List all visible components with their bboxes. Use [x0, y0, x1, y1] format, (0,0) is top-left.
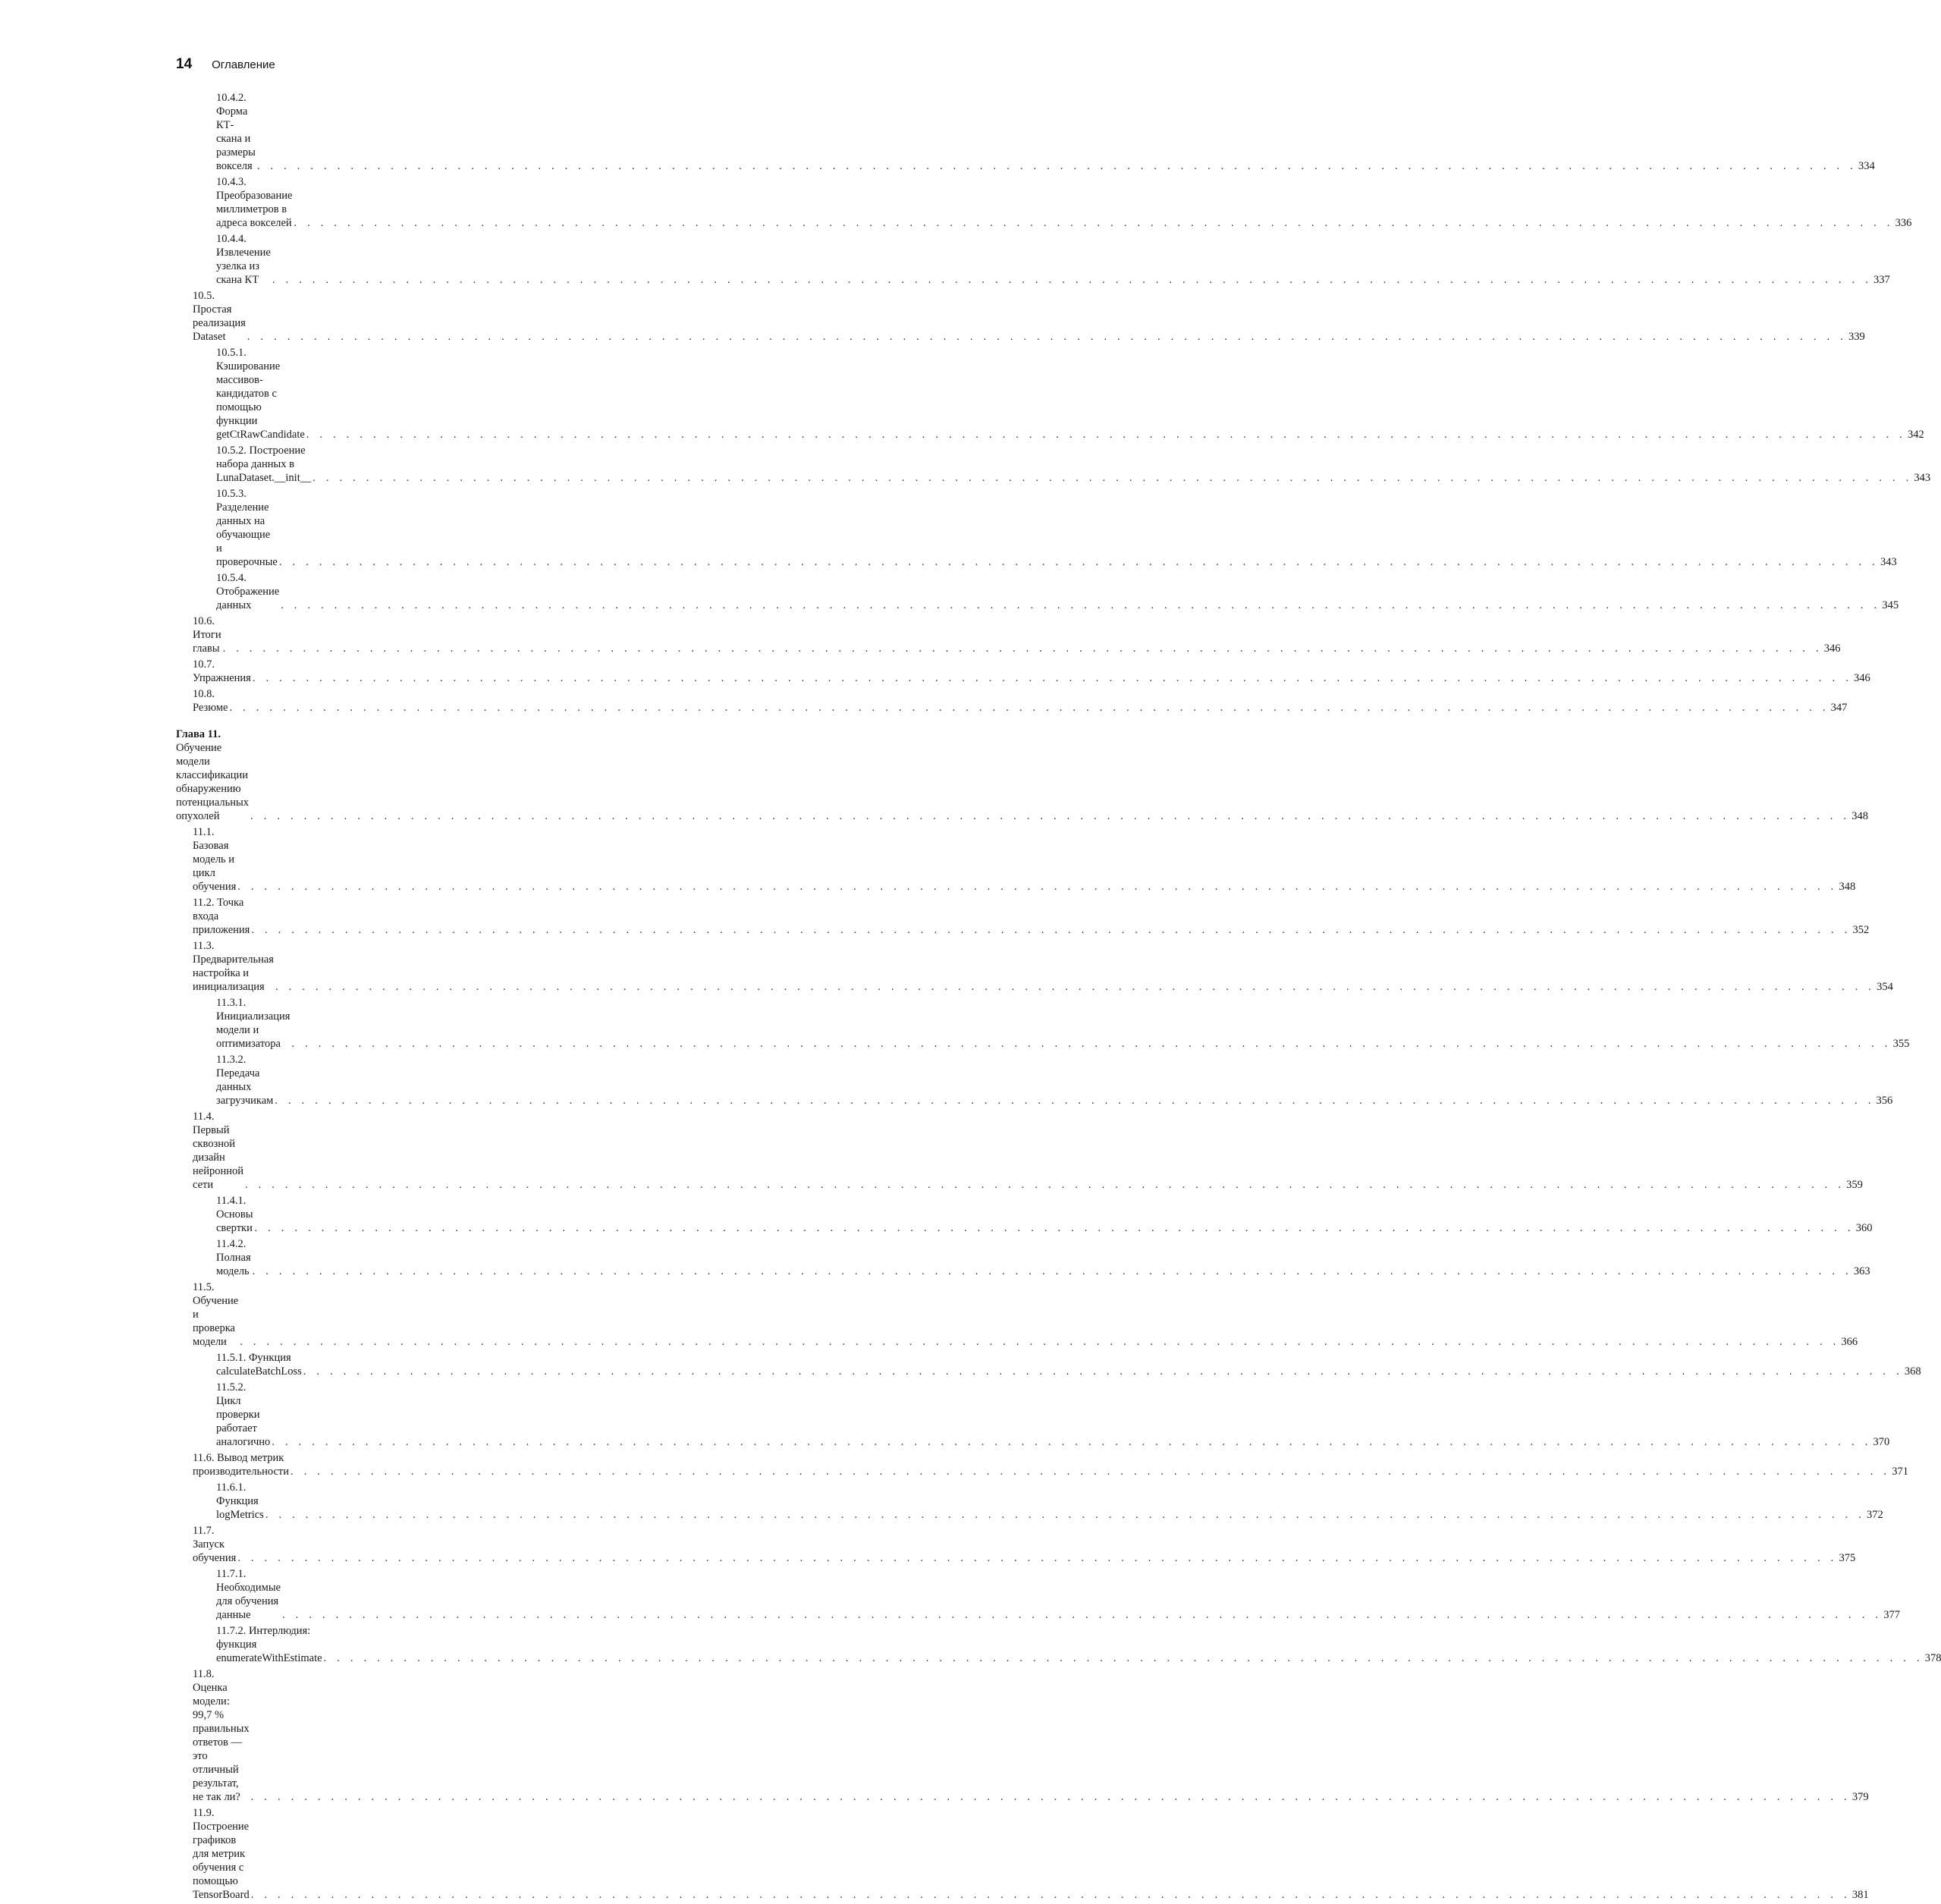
- toc-entry-text: 11.5.2. Цикл проверки работает аналогично: [216, 1381, 271, 1448]
- toc-entry-title: [193, 1667, 250, 1804]
- toc-entry-title: [176, 727, 249, 823]
- toc-entry-title: [216, 1237, 251, 1278]
- dot-leader: . . . . . . . . . . . . . . . . . . . . . . . . . . . . . . . . . . . . . . . . . . . . . . . . . . . . . . . . . . . . . . . . . . . . . . . . . . . . . . . . . . . . . . . . . . . . . . . . . . . . . . . . . . . . . . . . . . . . . . . .: [278, 556, 1879, 568]
- dot-leader: . . . . . . . . . . . . . . . . . . . . . . . . . . . . . . . . . . . . . . . . . . . . . . . . . . . . . . . . . . . . . . . . . . . . . . . . . . . . . . . . . . . . . . . . . . . . . . . . . . . . . . . . . . . . . . . . . . . . . . . .: [237, 1552, 1838, 1564]
- toc-entry-text: 10.4.4. Извлечение узелка из скана КТ: [216, 233, 271, 286]
- running-head: Оглавление: [212, 58, 275, 71]
- toc-entry: [176, 1567, 1900, 1624]
- toc-page-number: 339: [1848, 331, 1865, 343]
- toc-entry: [176, 614, 1841, 658]
- toc-entry: [176, 91, 1875, 175]
- toc-entry: [176, 1280, 1858, 1351]
- toc-entry-text: 10.5.4. Отображение данных: [216, 572, 280, 611]
- toc-entry-text: 11.7. Запуск обучения: [193, 1525, 237, 1564]
- toc-page-number: 363: [1853, 1265, 1870, 1277]
- toc-page-number: 334: [1858, 160, 1875, 172]
- toc-entry-text: 11.3.1. Инициализация модели и оптимизатора: [216, 997, 291, 1050]
- toc-entry: [176, 1053, 1893, 1110]
- toc-entry-title: [193, 1806, 250, 1902]
- toc-entry-text: Обучение модели классификации обнаружению потенциальных опухолей: [176, 742, 250, 822]
- toc-entry: [176, 444, 1931, 487]
- toc-page-number: 345: [1882, 599, 1899, 611]
- toc-page-number: 377: [1883, 1609, 1900, 1621]
- toc-entry: [176, 487, 1897, 571]
- toc-entry-title: [216, 487, 278, 569]
- toc-entry: [176, 996, 1910, 1053]
- toc-entry-title: [216, 1624, 322, 1665]
- dot-leader: . . . . . . . . . . . . . . . . . . . . . . . . . . . . . . . . . . . . . . . . . . . . . . . . . . . . . . . . . . . . . . . . . . . . . . . . . . . . . . . . . . . . . . . . . . . . . . . . . . . . . . . . . . . . . . . . . . . . . . . .: [275, 981, 1876, 993]
- dot-leader: . . . . . . . . . . . . . . . . . . . . . . . . . . . . . . . . . . . . . . . . . . . . . . . . . . . . . . . . . . . . . . . . . . . . . . . . . . . . . . . . . . . . . . . . . . . . . . . . . . . . . . . . . . . . . . . . . . . . . . . .: [275, 1095, 1875, 1107]
- toc-entry-title: [216, 1194, 253, 1235]
- toc-entry: [176, 1524, 1856, 1567]
- dot-leader: . . . . . . . . . . . . . . . . . . . . . . . . . . . . . . . . . . . . . . . . . . . . . . . . . . . . . . . . . . . . . . . . . . . . . . . . . . . . . . . . . . . . . . . . . . . . . . . . . . . . . . . . . . . . . . . . . . . . . . . .: [237, 881, 1838, 893]
- toc-entry-text: 10.5.3. Разделение данных на обучающие и проверочные: [216, 488, 278, 568]
- toc-page-number: 343: [1880, 556, 1897, 568]
- toc-entry-text: 11.1. Базовая модель и цикл обучения: [193, 826, 237, 893]
- toc-entry-title: [216, 1053, 273, 1108]
- dot-leader: . . . . . . . . . . . . . . . . . . . . . . . . . . . . . . . . . . . . . . . . . . . . . . . . . . . . . . . . . . . . . . . . . . . . . . . . . . . . . . . . . . . . . . . . . . . . . . . . . . . . . . . . . . . . . . . . . . . . . . . .: [250, 1889, 1851, 1901]
- toc-entry-text: 10.5. Простая реализация Dataset: [193, 290, 246, 343]
- toc-entry-text: 11.5.1. Функция calculateBatchLoss: [216, 1352, 302, 1378]
- toc-entry-title: [193, 687, 228, 715]
- dot-leader: . . . . . . . . . . . . . . . . . . . . . . . . . . . . . . . . . . . . . . . . . . . . . . . . . . . . . . . . . . . . . . . . . . . . . . . . . . . . . . . . . . . . . . . . . . . . . . . . . . . . . . . . . . . . . . . . . . . . . . . .: [254, 1222, 1855, 1234]
- dot-leader: . . . . . . . . . . . . . . . . . . . . . . . . . . . . . . . . . . . . . . . . . . . . . . . . . . . . . . . . . . . . . . . . . . . . . . . . . . . . . . . . . . . . . . . . . . . . . . . . . . . . . . . . . . . . . . . . . . . . . . . .: [303, 1365, 1903, 1378]
- toc-entry-text: 10.8. Резюме: [193, 688, 228, 714]
- dot-leader: . . . . . . . . . . . . . . . . . . . . . . . . . . . . . . . . . . . . . . . . . . . . . . . . . . . . . . . . . . . . . . . . . . . . . . . . . . . . . . . . . . . . . . . . . . . . . . . . . . . . . . . . . . . . . . . . . . . . . . . .: [247, 331, 1847, 343]
- toc-entry-title: [216, 1481, 264, 1522]
- chapter-label: Глава 11.: [176, 728, 221, 740]
- toc-entry: [176, 232, 1890, 289]
- toc-entry: [176, 687, 1848, 717]
- toc-entry-text: 10.4.3. Преобразование миллиметров в адреса вокселей: [216, 176, 293, 229]
- dot-leader: . . . . . . . . . . . . . . . . . . . . . . . . . . . . . . . . . . . . . . . . . . . . . . . . . . . . . . . . . . . . . . . . . . . . . . . . . . . . . . . . . . . . . . . . . . . . . . . . . . . . . . . . . . . . . . . . . . . . . . . .: [306, 429, 1906, 441]
- toc-entry: [176, 1351, 1921, 1381]
- dot-leader: . . . . . . . . . . . . . . . . . . . . . . . . . . . . . . . . . . . . . . . . . . . . . . . . . . . . . . . . . . . . . . . . . . . . . . . . . . . . . . . . . . . . . . . . . . . . . . . . . . . . . . . . . . . . . . . . . . . . . . . .: [251, 924, 1851, 936]
- toc-page-number: 355: [1892, 1038, 1910, 1050]
- dot-leader: . . . . . . . . . . . . . . . . . . . . . . . . . . . . . . . . . . . . . . . . . . . . . . . . . . . . . . . . . . . . . . . . . . . . . . . . . . . . . . . . . . . . . . . . . . . . . . . . . . . . . . . . . . . . . . . . . . . . . . . .: [250, 810, 1851, 822]
- toc-entry: [176, 896, 1870, 939]
- toc-entry-title: [193, 614, 221, 655]
- dot-leader: . . . . . . . . . . . . . . . . . . . . . . . . . . . . . . . . . . . . . . . . . . . . . . . . . . . . . . . . . . . . . . . . . . . . . . . . . . . . . . . . . . . . . . . . . . . . . . . . . . . . . . . . . . . . . . . . . . . . . . . .: [229, 702, 1830, 714]
- toc-entry-title: [193, 939, 274, 994]
- toc-chapter-entry: [176, 727, 1868, 825]
- toc-page-number: 348: [1839, 881, 1856, 893]
- toc-page-number: 343: [1914, 472, 1931, 484]
- toc-page-number: 346: [1823, 643, 1841, 655]
- toc-entry: [176, 939, 1893, 996]
- dot-leader: . . . . . . . . . . . . . . . . . . . . . . . . . . . . . . . . . . . . . . . . . . . . . . . . . . . . . . . . . . . . . . . . . . . . . . . . . . . . . . . . . . . . . . . . . . . . . . . . . . . . . . . . . . . . . . . . . . . . . . . .: [244, 1179, 1845, 1191]
- toc-entry: [176, 1806, 1869, 1904]
- toc-entry-title: [216, 571, 279, 612]
- toc-page-number: 352: [1852, 924, 1870, 936]
- toc-entry-text: 11.3. Предварительная настройка и инициализация: [193, 940, 274, 993]
- toc-entry-text: 11.9. Построение графиков для метрик обучения с помощью TensorBoard: [193, 1807, 250, 1901]
- toc-entry: [176, 289, 1865, 346]
- toc-entry-title: [216, 1381, 270, 1449]
- dot-leader: . . . . . . . . . . . . . . . . . . . . . . . . . . . . . . . . . . . . . . . . . . . . . . . . . . . . . . . . . . . . . . . . . . . . . . . . . . . . . . . . . . . . . . . . . . . . . . . . . . . . . . . . . . . . . . . . . . . . . . . .: [282, 1609, 1883, 1621]
- dot-leader: . . . . . . . . . . . . . . . . . . . . . . . . . . . . . . . . . . . . . . . . . . . . . . . . . . . . . . . . . . . . . . . . . . . . . . . . . . . . . . . . . . . . . . . . . . . . . . . . . . . . . . . . . . . . . . . . . . . . . . . .: [291, 1466, 1891, 1478]
- toc-entry: [176, 1194, 1873, 1237]
- toc-page-number: 381: [1851, 1889, 1869, 1901]
- toc-entry: [176, 346, 1924, 444]
- toc-entry: [176, 1237, 1870, 1280]
- toc-entry: [176, 175, 1912, 232]
- dot-leader: . . . . . . . . . . . . . . . . . . . . . . . . . . . . . . . . . . . . . . . . . . . . . . . . . . . . . . . . . . . . . . . . . . . . . . . . . . . . . . . . . . . . . . . . . . . . . . . . . . . . . . . . . . . . . . . . . . . . . . . .: [265, 1509, 1865, 1521]
- toc-entry-text: 11.7.1. Необходимые для обучения данные: [216, 1568, 281, 1621]
- toc-page-number: 370: [1873, 1436, 1890, 1448]
- toc-page-number: 359: [1846, 1179, 1863, 1191]
- toc-entry: [176, 825, 1856, 896]
- toc-page-number: 371: [1892, 1466, 1908, 1478]
- dot-leader: . . . . . . . . . . . . . . . . . . . . . . . . . . . . . . . . . . . . . . . . . . . . . . . . . . . . . . . . . . . . . . . . . . . . . . . . . . . . . . . . . . . . . . . . . . . . . . . . . . . . . . . . . . . . . . . . . . . . . . . .: [222, 643, 1823, 655]
- toc-entry-text: 10.7. Упражнения: [193, 658, 251, 684]
- dot-leader: . . . . . . . . . . . . . . . . . . . . . . . . . . . . . . . . . . . . . . . . . . . . . . . . . . . . . . . . . . . . . . . . . . . . . . . . . . . . . . . . . . . . . . . . . . . . . . . . . . . . . . . . . . . . . . . . . . . . . . . .: [272, 274, 1873, 286]
- toc-entry: [176, 1481, 1883, 1524]
- toc-entry: [176, 1451, 1908, 1481]
- toc-page-number: 372: [1867, 1509, 1883, 1521]
- toc-entry-text: 10.5.2. Построение набора данных в LunaDataset.__init__: [216, 445, 312, 484]
- toc-entry-title: [216, 1351, 302, 1378]
- toc-page-number: 368: [1904, 1365, 1921, 1378]
- toc-entry-text: 11.2. Точка входа приложения: [193, 897, 250, 936]
- toc-entry-text: 11.6. Вывод метрик производительности: [193, 1452, 289, 1478]
- page-number: 14: [176, 56, 193, 72]
- toc-entry-title: [216, 91, 256, 173]
- toc-entry-title: [216, 996, 290, 1051]
- dot-leader: . . . . . . . . . . . . . . . . . . . . . . . . . . . . . . . . . . . . . . . . . . . . . . . . . . . . . . . . . . . . . . . . . . . . . . . . . . . . . . . . . . . . . . . . . . . . . . . . . . . . . . . . . . . . . . . . . . . . . . . .: [313, 472, 1913, 484]
- toc-entry-title: [216, 232, 271, 287]
- dot-leader: . . . . . . . . . . . . . . . . . . . . . . . . . . . . . . . . . . . . . . . . . . . . . . . . . . . . . . . . . . . . . . . . . . . . . . . . . . . . . . . . . . . . . . . . . . . . . . . . . . . . . . . . . . . . . . . . . . . . . . . .: [256, 160, 1857, 172]
- dot-leader: . . . . . . . . . . . . . . . . . . . . . . . . . . . . . . . . . . . . . . . . . . . . . . . . . . . . . . . . . . . . . . . . . . . . . . . . . . . . . . . . . . . . . . . . . . . . . . . . . . . . . . . . . . . . . . . . . . . . . . . .: [323, 1652, 1924, 1664]
- toc-page-number: 354: [1877, 981, 1893, 993]
- toc-page-number: 360: [1855, 1222, 1873, 1234]
- toc-entry-text: 11.7.2. Интерлюдия: функция enumerateWithEstimate: [216, 1625, 322, 1664]
- toc-page-number: 375: [1839, 1552, 1856, 1564]
- toc-entry-text: 11.6.1. Функция logMetrics: [216, 1481, 264, 1521]
- toc-entry: [176, 571, 1899, 614]
- toc-entry-text: 10.5.1. Кэширование массивов-кандидатов с помощью функции getCtRawCandidate: [216, 347, 305, 441]
- toc-entry-title: [216, 175, 292, 230]
- table-of-contents: [176, 91, 1941, 1904]
- toc-page-number: 379: [1851, 1791, 1869, 1803]
- dot-leader: . . . . . . . . . . . . . . . . . . . . . . . . . . . . . . . . . . . . . . . . . . . . . . . . . . . . . . . . . . . . . . . . . . . . . . . . . . . . . . . . . . . . . . . . . . . . . . . . . . . . . . . . . . . . . . . . . . . . . . . .: [281, 599, 1881, 611]
- toc-page-number: 346: [1854, 672, 1870, 684]
- toc-entry-text: 11.4.2. Полная модель: [216, 1238, 251, 1277]
- toc-page-number: 378: [1924, 1652, 1941, 1664]
- toc-entry: [176, 1624, 1941, 1667]
- toc-entry-text: 11.4. Первый сквозной дизайн нейронной сети: [193, 1111, 243, 1191]
- dot-leader: . . . . . . . . . . . . . . . . . . . . . . . . . . . . . . . . . . . . . . . . . . . . . . . . . . . . . . . . . . . . . . . . . . . . . . . . . . . . . . . . . . . . . . . . . . . . . . . . . . . . . . . . . . . . . . . . . . . . . . . .: [252, 672, 1853, 684]
- toc-entry-title: [193, 1451, 289, 1478]
- toc-entry-text: 11.5. Обучение и проверка модели: [193, 1281, 239, 1348]
- dot-leader: . . . . . . . . . . . . . . . . . . . . . . . . . . . . . . . . . . . . . . . . . . . . . . . . . . . . . . . . . . . . . . . . . . . . . . . . . . . . . . . . . . . . . . . . . . . . . . . . . . . . . . . . . . . . . . . . . . . . . . . .: [291, 1038, 1892, 1050]
- toc-entry-text: 11.4.1. Основы свертки: [216, 1195, 253, 1234]
- toc-entry-title: [193, 1110, 243, 1192]
- toc-entry-text: 11.3.2. Передача данных загрузчикам: [216, 1054, 274, 1107]
- toc-entry-title: [193, 658, 251, 685]
- toc-page-number: 356: [1876, 1095, 1893, 1107]
- dot-leader: . . . . . . . . . . . . . . . . . . . . . . . . . . . . . . . . . . . . . . . . . . . . . . . . . . . . . . . . . . . . . . . . . . . . . . . . . . . . . . . . . . . . . . . . . . . . . . . . . . . . . . . . . . . . . . . . . . . . . . . .: [252, 1265, 1852, 1277]
- toc-entry-title: [193, 896, 250, 937]
- toc-page-number: 342: [1907, 429, 1924, 441]
- toc-entry-text: 11.8. Оценка модели: 99,7 % правильных ответов — это отличный результат, не так ли?: [193, 1668, 250, 1803]
- dot-leader: . . . . . . . . . . . . . . . . . . . . . . . . . . . . . . . . . . . . . . . . . . . . . . . . . . . . . . . . . . . . . . . . . . . . . . . . . . . . . . . . . . . . . . . . . . . . . . . . . . . . . . . . . . . . . . . . . . . . . . . .: [294, 217, 1894, 229]
- toc-page-number: 348: [1851, 810, 1868, 822]
- toc-entry-title: [193, 1280, 238, 1349]
- toc-entry-text: 10.4.2. Форма КТ-скана и размеры вокселя: [216, 92, 256, 172]
- toc-entry-title: [193, 825, 236, 894]
- toc-page-number: 347: [1830, 702, 1848, 714]
- toc-entry: [176, 1110, 1863, 1194]
- toc-entry: [176, 658, 1870, 687]
- dot-leader: . . . . . . . . . . . . . . . . . . . . . . . . . . . . . . . . . . . . . . . . . . . . . . . . . . . . . . . . . . . . . . . . . . . . . . . . . . . . . . . . . . . . . . . . . . . . . . . . . . . . . . . . . . . . . . . . . . . . . . . .: [250, 1791, 1851, 1803]
- toc-entry-title: [216, 444, 311, 485]
- toc-entry-text: 10.6. Итоги главы: [193, 615, 221, 655]
- toc-entry: [176, 1381, 1890, 1451]
- dot-leader: . . . . . . . . . . . . . . . . . . . . . . . . . . . . . . . . . . . . . . . . . . . . . . . . . . . . . . . . . . . . . . . . . . . . . . . . . . . . . . . . . . . . . . . . . . . . . . . . . . . . . . . . . . . . . . . . . . . . . . . .: [272, 1436, 1872, 1448]
- toc-entry: [176, 1667, 1869, 1806]
- toc-entry-title: [193, 1524, 236, 1565]
- toc-entry-title: [216, 1567, 281, 1622]
- toc-entry-title: [216, 346, 305, 441]
- dot-leader: . . . . . . . . . . . . . . . . . . . . . . . . . . . . . . . . . . . . . . . . . . . . . . . . . . . . . . . . . . . . . . . . . . . . . . . . . . . . . . . . . . . . . . . . . . . . . . . . . . . . . . . . . . . . . . . . . . . . . . . .: [240, 1336, 1840, 1348]
- toc-entry-title: [193, 289, 246, 344]
- page-header: [176, 56, 275, 73]
- toc-page-number: 366: [1841, 1336, 1858, 1348]
- toc-page-number: 337: [1873, 274, 1890, 286]
- toc-page-number: 336: [1895, 217, 1912, 229]
